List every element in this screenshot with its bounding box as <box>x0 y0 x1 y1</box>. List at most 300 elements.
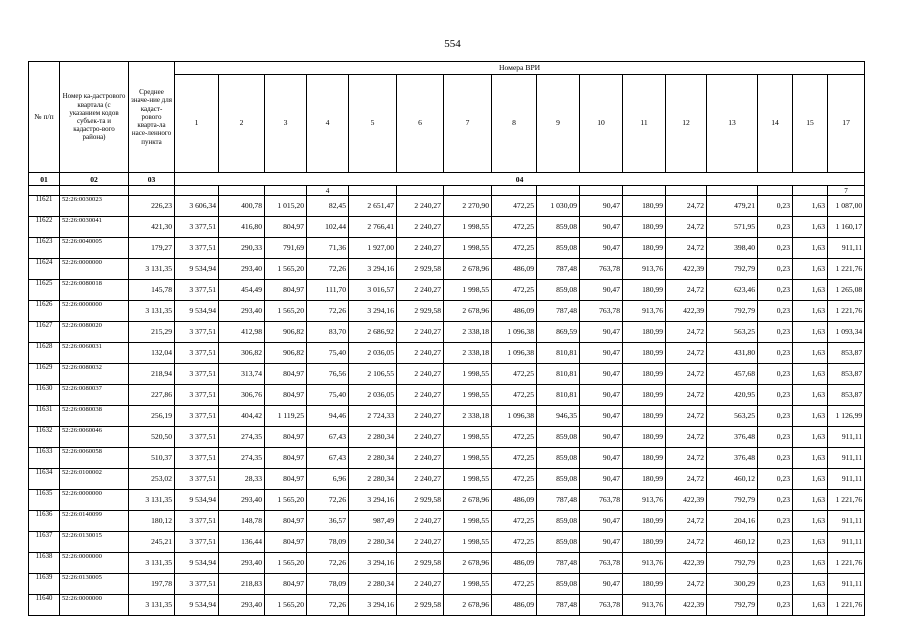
vri-value-cell: 180,99 <box>623 574 666 595</box>
cadastral-number-cell: 52:26:0080037 <box>60 385 129 406</box>
vri-value-cell: 24,72 <box>666 280 707 301</box>
vri-number-header: 5 <box>349 75 397 173</box>
vri-value-cell: 486,09 <box>492 490 537 511</box>
vri-value-cell: 0,23 <box>758 385 793 406</box>
vri-value-cell: 1 565,20 <box>265 490 307 511</box>
vri-value-cell: 1 221,76 <box>828 259 865 280</box>
vri-value-cell: 1,63 <box>793 364 828 385</box>
vri-value-cell: 1 015,20 <box>265 196 307 217</box>
row-number-cell: 11629 <box>29 364 60 385</box>
vri-value-cell: 180,99 <box>623 238 666 259</box>
vri-value-cell: 67,43 <box>307 427 349 448</box>
vri-value-cell: 0,23 <box>758 322 793 343</box>
vri-value-cell: 804,97 <box>265 217 307 238</box>
vri-value-cell: 180,99 <box>623 511 666 532</box>
vri-value-cell: 76,56 <box>307 364 349 385</box>
vri-value-cell: 36,57 <box>307 511 349 532</box>
subcode-cell <box>265 186 307 196</box>
vri-value-cell: 90,47 <box>580 427 623 448</box>
vri-value-cell: 90,47 <box>580 532 623 553</box>
vri-value-cell: 180,99 <box>623 196 666 217</box>
vri-value-cell: 2 280,34 <box>349 469 397 490</box>
vri-value-cell: 1 565,20 <box>265 595 307 616</box>
vri-value-cell: 293,40 <box>219 490 265 511</box>
cadastral-number-cell: 52:26:0140099 <box>60 511 129 532</box>
vri-number-header: 14 <box>758 75 793 173</box>
vri-value-cell: 804,97 <box>265 280 307 301</box>
row-number-cell: 11635 <box>29 490 60 511</box>
vri-value-cell: 472,25 <box>492 427 537 448</box>
vri-value-cell: 24,72 <box>666 406 707 427</box>
vri-value-cell: 2 929,58 <box>397 553 444 574</box>
vri-value-cell: 987,49 <box>349 511 397 532</box>
vri-value-cell: 804,97 <box>265 574 307 595</box>
vri-value-cell: 75,40 <box>307 385 349 406</box>
vri-value-cell: 0,23 <box>758 553 793 574</box>
average-value-cell: 520,50 <box>129 427 175 448</box>
vri-value-cell: 913,76 <box>623 595 666 616</box>
vri-value-cell: 1 096,38 <box>492 322 537 343</box>
subcode-cell <box>60 186 129 196</box>
vri-value-cell: 1 998,55 <box>444 511 492 532</box>
vri-value-cell: 486,09 <box>492 553 537 574</box>
vri-value-cell: 9 534,94 <box>175 595 219 616</box>
row-number-cell: 11634 <box>29 469 60 490</box>
vri-value-cell: 180,99 <box>623 469 666 490</box>
vri-value-cell: 1,63 <box>793 280 828 301</box>
vri-value-cell: 420,95 <box>707 385 758 406</box>
vri-value-cell: 72,26 <box>307 301 349 322</box>
vri-value-cell: 400,78 <box>219 196 265 217</box>
subcode-cell <box>758 186 793 196</box>
table-row <box>29 280 865 301</box>
vri-value-cell: 180,99 <box>623 448 666 469</box>
table-row <box>29 301 865 322</box>
row-number-cell: 11624 <box>29 259 60 280</box>
vri-value-cell: 90,47 <box>580 343 623 364</box>
vri-value-cell: 2 036,05 <box>349 385 397 406</box>
vri-value-cell: 0,23 <box>758 238 793 259</box>
vri-value-cell: 792,79 <box>707 553 758 574</box>
table-row <box>29 238 865 259</box>
average-value-cell: 3 131,35 <box>129 595 175 616</box>
cadastral-number-cell: 52:26:0000000 <box>60 595 129 616</box>
vri-value-cell: 763,78 <box>580 595 623 616</box>
vri-value-cell: 90,47 <box>580 217 623 238</box>
vri-value-cell: 1 221,76 <box>828 301 865 322</box>
vri-value-cell: 911,11 <box>828 238 865 259</box>
vri-value-cell: 1,63 <box>793 259 828 280</box>
vri-value-cell: 274,35 <box>219 427 265 448</box>
vri-value-cell: 810,81 <box>537 385 580 406</box>
vri-value-cell: 472,25 <box>492 364 537 385</box>
vri-value-cell: 1,63 <box>793 532 828 553</box>
vri-number-header: 8 <box>492 75 537 173</box>
vri-value-cell: 1 565,20 <box>265 301 307 322</box>
vri-value-cell: 2 240,27 <box>397 280 444 301</box>
vri-value-cell: 102,44 <box>307 217 349 238</box>
vri-value-cell: 3 377,51 <box>175 385 219 406</box>
vri-value-cell: 2 240,27 <box>397 469 444 490</box>
vri-value-cell: 24,72 <box>666 385 707 406</box>
vri-value-cell: 2 686,92 <box>349 322 397 343</box>
vri-value-cell: 2 280,34 <box>349 448 397 469</box>
vri-value-cell: 1 565,20 <box>265 553 307 574</box>
table-row <box>29 469 865 490</box>
vri-number-header: 7 <box>444 75 492 173</box>
vri-value-cell: 28,33 <box>219 469 265 490</box>
vri-value-cell: 3 606,34 <box>175 196 219 217</box>
vri-value-cell: 472,25 <box>492 469 537 490</box>
vri-value-cell: 1 998,55 <box>444 532 492 553</box>
vri-value-cell: 1,63 <box>793 490 828 511</box>
subcode-cell: 7 <box>828 186 865 196</box>
vri-value-cell: 2 240,27 <box>397 448 444 469</box>
vri-value-cell: 2 678,96 <box>444 595 492 616</box>
vri-value-cell: 0,23 <box>758 301 793 322</box>
vri-number-header: 12 <box>666 75 707 173</box>
vri-value-cell: 1,63 <box>793 511 828 532</box>
vri-value-cell: 906,82 <box>265 322 307 343</box>
vri-value-cell: 472,25 <box>492 217 537 238</box>
vri-value-cell: 3 377,51 <box>175 427 219 448</box>
row-number-cell: 11627 <box>29 322 60 343</box>
cadastral-number-cell: 52:26:0130005 <box>60 574 129 595</box>
table-row <box>29 364 865 385</box>
vri-value-cell: 859,08 <box>537 238 580 259</box>
vri-value-cell: 1 160,17 <box>828 217 865 238</box>
vri-value-cell: 763,78 <box>580 490 623 511</box>
vri-value-cell: 1 998,55 <box>444 385 492 406</box>
vri-value-cell: 6,96 <box>307 469 349 490</box>
vri-value-cell: 422,39 <box>666 259 707 280</box>
vri-value-cell: 913,76 <box>623 553 666 574</box>
vri-value-cell: 148,78 <box>219 511 265 532</box>
vri-value-cell: 2 338,18 <box>444 343 492 364</box>
vri-value-cell: 454,49 <box>219 280 265 301</box>
code-cell: 03 <box>129 173 175 186</box>
vri-number-header: 13 <box>707 75 758 173</box>
vri-value-cell: 804,97 <box>265 448 307 469</box>
vri-value-cell: 763,78 <box>580 259 623 280</box>
vri-value-cell: 2 240,27 <box>397 427 444 448</box>
vri-value-cell: 763,78 <box>580 553 623 574</box>
vri-value-cell: 906,82 <box>265 343 307 364</box>
vri-value-cell: 2 280,34 <box>349 532 397 553</box>
vri-value-cell: 3 377,51 <box>175 511 219 532</box>
average-value-cell: 421,30 <box>129 217 175 238</box>
vri-value-cell: 3 294,16 <box>349 259 397 280</box>
vri-number-header: 3 <box>265 75 307 173</box>
cadastral-number-cell: 52:26:0030041 <box>60 217 129 238</box>
table-row <box>29 406 865 427</box>
vri-value-cell: 1 221,76 <box>828 595 865 616</box>
subcode-cell <box>219 186 265 196</box>
vri-value-cell: 1 030,09 <box>537 196 580 217</box>
vri-value-cell: 3 294,16 <box>349 595 397 616</box>
vri-value-cell: 472,25 <box>492 511 537 532</box>
vri-value-cell: 869,59 <box>537 322 580 343</box>
header-cadastral-quarter: Номер ка-дастрового квартала (с указанием кодов субъек-та и кадастро-вого района) <box>60 62 129 173</box>
vri-value-cell: 3 377,51 <box>175 574 219 595</box>
vri-value-cell: 180,99 <box>623 427 666 448</box>
vri-value-cell: 2 240,27 <box>397 322 444 343</box>
vri-value-cell: 9 534,94 <box>175 301 219 322</box>
row-number-cell: 11626 <box>29 301 60 322</box>
subcode-cell <box>580 186 623 196</box>
vri-number-header: 11 <box>623 75 666 173</box>
vri-value-cell: 859,08 <box>537 217 580 238</box>
row-number-cell: 11621 <box>29 196 60 217</box>
vri-value-cell: 204,16 <box>707 511 758 532</box>
vri-value-cell: 180,99 <box>623 385 666 406</box>
vri-value-cell: 1,63 <box>793 469 828 490</box>
vri-value-cell: 9 534,94 <box>175 259 219 280</box>
subcode-cell <box>666 186 707 196</box>
vri-number-header: 17 <box>828 75 865 173</box>
vri-value-cell: 0,23 <box>758 574 793 595</box>
subcode-cell <box>129 186 175 196</box>
vri-value-cell: 3 377,51 <box>175 343 219 364</box>
vri-value-cell: 72,26 <box>307 259 349 280</box>
vri-value-cell: 180,99 <box>623 532 666 553</box>
row-number-cell: 11637 <box>29 532 60 553</box>
average-value-cell: 256,19 <box>129 406 175 427</box>
vri-value-cell: 71,36 <box>307 238 349 259</box>
cadastral-number-cell: 52:26:0080018 <box>60 280 129 301</box>
vri-value-cell: 3 377,51 <box>175 238 219 259</box>
vri-value-cell: 90,47 <box>580 448 623 469</box>
subcode-cell <box>537 186 580 196</box>
cadastral-number-cell: 52:26:0060058 <box>60 448 129 469</box>
vri-value-cell: 1,63 <box>793 322 828 343</box>
row-number-cell: 11640 <box>29 595 60 616</box>
vri-value-cell: 0,23 <box>758 196 793 217</box>
vri-value-cell: 1 998,55 <box>444 238 492 259</box>
vri-value-cell: 0,23 <box>758 406 793 427</box>
vri-value-cell: 90,47 <box>580 385 623 406</box>
vri-value-cell: 398,40 <box>707 238 758 259</box>
vri-value-cell: 859,08 <box>537 469 580 490</box>
vri-value-cell: 486,09 <box>492 595 537 616</box>
row-number-cell: 11631 <box>29 406 60 427</box>
vri-value-cell: 457,68 <box>707 364 758 385</box>
table-row <box>29 343 865 364</box>
header-average-value: Среднее значе-ние для кадаст-рового кварта-ла насе-ленного пункта <box>129 62 175 173</box>
table-row <box>29 532 865 553</box>
vri-value-cell: 90,47 <box>580 322 623 343</box>
vri-value-cell: 1 998,55 <box>444 469 492 490</box>
vri-value-cell: 1,63 <box>793 574 828 595</box>
vri-value-cell: 792,79 <box>707 490 758 511</box>
cadastral-number-cell: 52:26:0080032 <box>60 364 129 385</box>
vri-value-cell: 486,09 <box>492 259 537 280</box>
vri-value-cell: 1 998,55 <box>444 574 492 595</box>
vri-value-cell: 479,21 <box>707 196 758 217</box>
vri-value-cell: 2 240,27 <box>397 196 444 217</box>
cadastral-number-cell: 52:26:0060031 <box>60 343 129 364</box>
table-row <box>29 217 865 238</box>
vri-value-cell: 376,48 <box>707 448 758 469</box>
row-number-cell: 11638 <box>29 553 60 574</box>
vri-value-cell: 3 377,51 <box>175 364 219 385</box>
vri-value-cell: 853,87 <box>828 364 865 385</box>
vri-value-cell: 9 534,94 <box>175 553 219 574</box>
vri-value-cell: 75,40 <box>307 343 349 364</box>
vri-value-cell: 90,47 <box>580 406 623 427</box>
vri-value-cell: 946,35 <box>537 406 580 427</box>
subcode-cell <box>623 186 666 196</box>
average-value-cell: 145,78 <box>129 280 175 301</box>
subcode-cell <box>175 186 219 196</box>
vri-value-cell: 787,48 <box>537 490 580 511</box>
vri-value-cell: 859,08 <box>537 511 580 532</box>
vri-value-cell: 1 998,55 <box>444 448 492 469</box>
vri-number-header: 15 <box>793 75 828 173</box>
vri-value-cell: 2 678,96 <box>444 259 492 280</box>
vri-value-cell: 78,09 <box>307 574 349 595</box>
vri-value-cell: 0,23 <box>758 259 793 280</box>
vri-value-cell: 2 929,58 <box>397 490 444 511</box>
vri-value-cell: 180,99 <box>623 280 666 301</box>
table-row <box>29 553 865 574</box>
vri-value-cell: 804,97 <box>265 511 307 532</box>
vri-value-cell: 787,48 <box>537 595 580 616</box>
vri-value-cell: 460,12 <box>707 469 758 490</box>
vri-value-cell: 24,72 <box>666 532 707 553</box>
vri-number-header: 6 <box>397 75 444 173</box>
vri-value-cell: 791,69 <box>265 238 307 259</box>
average-value-cell: 226,23 <box>129 196 175 217</box>
vri-value-cell: 24,72 <box>666 469 707 490</box>
vri-value-cell: 460,12 <box>707 532 758 553</box>
cadastral-value-table <box>28 61 865 616</box>
vri-value-cell: 3 377,51 <box>175 322 219 343</box>
vri-value-cell: 90,47 <box>580 238 623 259</box>
vri-value-cell: 2 036,05 <box>349 343 397 364</box>
vri-value-cell: 472,25 <box>492 574 537 595</box>
vri-value-cell: 180,99 <box>623 322 666 343</box>
vri-value-cell: 0,23 <box>758 217 793 238</box>
vri-value-cell: 911,11 <box>828 511 865 532</box>
vri-value-cell: 3 294,16 <box>349 490 397 511</box>
table-row <box>29 490 865 511</box>
vri-value-cell: 2 106,55 <box>349 364 397 385</box>
vri-value-cell: 2 766,41 <box>349 217 397 238</box>
vri-value-cell: 623,46 <box>707 280 758 301</box>
vri-value-cell: 1 998,55 <box>444 217 492 238</box>
vri-value-cell: 2 240,27 <box>397 532 444 553</box>
vri-value-cell: 3 016,57 <box>349 280 397 301</box>
vri-value-cell: 2 240,27 <box>397 511 444 532</box>
vri-value-cell: 913,76 <box>623 259 666 280</box>
vri-value-cell: 804,97 <box>265 385 307 406</box>
vri-value-cell: 90,47 <box>580 196 623 217</box>
vri-value-cell: 1,63 <box>793 385 828 406</box>
vri-value-cell: 3 377,51 <box>175 448 219 469</box>
vri-value-cell: 1 126,99 <box>828 406 865 427</box>
cadastral-number-cell: 52:26:0080038 <box>60 406 129 427</box>
code-row <box>29 173 865 186</box>
vri-value-cell: 0,23 <box>758 448 793 469</box>
vri-value-cell: 1,63 <box>793 427 828 448</box>
vri-value-cell: 1,63 <box>793 301 828 322</box>
vri-value-cell: 290,33 <box>219 238 265 259</box>
vri-value-cell: 24,72 <box>666 322 707 343</box>
vri-value-cell: 1 087,00 <box>828 196 865 217</box>
vri-value-cell: 859,08 <box>537 280 580 301</box>
average-value-cell: 3 131,35 <box>129 259 175 280</box>
vri-value-cell: 67,43 <box>307 448 349 469</box>
vri-value-cell: 180,99 <box>623 217 666 238</box>
vri-value-cell: 853,87 <box>828 343 865 364</box>
vri-value-cell: 90,47 <box>580 511 623 532</box>
table-row <box>29 385 865 406</box>
vri-value-cell: 792,79 <box>707 259 758 280</box>
table-row <box>29 511 865 532</box>
vri-value-cell: 1 096,38 <box>492 343 537 364</box>
table-row <box>29 259 865 280</box>
table-row <box>29 427 865 448</box>
vri-value-cell: 1,63 <box>793 448 828 469</box>
table-row <box>29 574 865 595</box>
vri-value-cell: 1 265,08 <box>828 280 865 301</box>
vri-value-cell: 0,23 <box>758 343 793 364</box>
vri-value-cell: 0,23 <box>758 469 793 490</box>
vri-value-cell: 810,81 <box>537 364 580 385</box>
average-value-cell: 179,27 <box>129 238 175 259</box>
average-value-cell: 197,78 <box>129 574 175 595</box>
vri-value-cell: 3 377,51 <box>175 469 219 490</box>
vri-value-cell: 24,72 <box>666 238 707 259</box>
vri-value-cell: 472,25 <box>492 280 537 301</box>
vri-value-cell: 1 221,76 <box>828 490 865 511</box>
vri-value-cell: 1,63 <box>793 217 828 238</box>
vri-value-cell: 3 294,16 <box>349 301 397 322</box>
code-cell: 04 <box>175 173 865 186</box>
subcode-cell: 4 <box>307 186 349 196</box>
vri-value-cell: 24,72 <box>666 427 707 448</box>
vri-value-cell: 1 221,76 <box>828 553 865 574</box>
average-value-cell: 180,12 <box>129 511 175 532</box>
row-number-cell: 11639 <box>29 574 60 595</box>
vri-value-cell: 1,63 <box>793 196 828 217</box>
vri-value-cell: 3 377,51 <box>175 406 219 427</box>
vri-value-cell: 792,79 <box>707 595 758 616</box>
row-number-cell: 11628 <box>29 343 60 364</box>
vri-value-cell: 1 093,34 <box>828 322 865 343</box>
vri-value-cell: 2 678,96 <box>444 490 492 511</box>
average-value-cell: 215,29 <box>129 322 175 343</box>
vri-value-cell: 78,09 <box>307 532 349 553</box>
vri-value-cell: 2 240,27 <box>397 238 444 259</box>
vri-value-cell: 1 119,25 <box>265 406 307 427</box>
cadastral-number-cell: 52:26:0100002 <box>60 469 129 490</box>
vri-value-cell: 472,25 <box>492 385 537 406</box>
vri-value-cell: 422,39 <box>666 553 707 574</box>
vri-value-cell: 0,23 <box>758 532 793 553</box>
vri-value-cell: 422,39 <box>666 595 707 616</box>
vri-value-cell: 3 377,51 <box>175 217 219 238</box>
vri-value-cell: 293,40 <box>219 301 265 322</box>
average-value-cell: 510,37 <box>129 448 175 469</box>
code-cell: 02 <box>60 173 129 186</box>
vri-value-cell: 911,11 <box>828 469 865 490</box>
vri-value-cell: 472,25 <box>492 238 537 259</box>
vri-value-cell: 3 377,51 <box>175 280 219 301</box>
vri-value-cell: 422,39 <box>666 490 707 511</box>
average-value-cell: 3 131,35 <box>129 553 175 574</box>
